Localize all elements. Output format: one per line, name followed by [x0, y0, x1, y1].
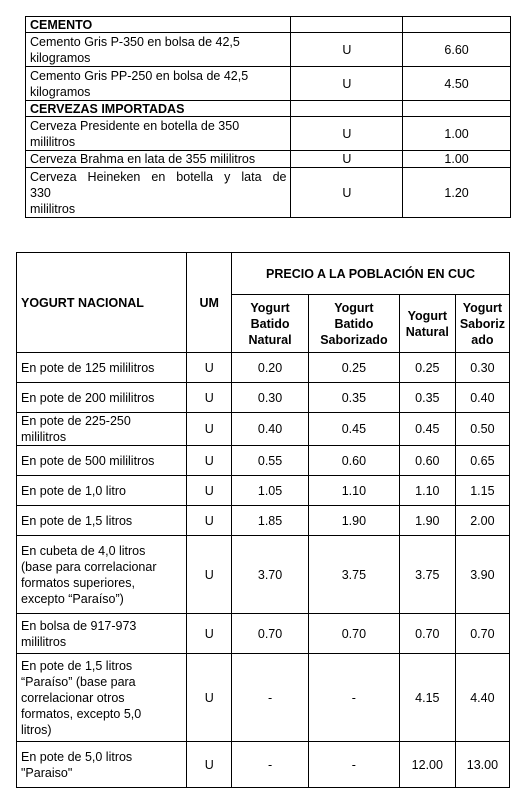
price-cell: 13.00 — [455, 742, 509, 788]
price-cell: 1.90 — [399, 506, 455, 536]
price-cell: 0.30 — [232, 383, 309, 413]
price-cell: 1.15 — [455, 476, 509, 506]
text-line: litros) — [21, 722, 52, 737]
section-heading-row — [26, 101, 511, 117]
text-line: excepto “Paraíso”) — [21, 591, 124, 606]
table-row — [17, 383, 510, 413]
section-heading: CERVEZAS IMPORTADAS — [26, 101, 291, 117]
empty-cell — [291, 17, 403, 33]
text-line: mililitros — [21, 634, 67, 649]
price-cell: 0.35 — [308, 383, 399, 413]
price-cell: 0.40 — [232, 413, 309, 446]
product-description — [26, 117, 291, 151]
unit-cell: U — [187, 413, 232, 446]
product-description — [17, 536, 187, 614]
text-line: En cubeta de 4,0 litros — [21, 543, 146, 558]
table-row — [26, 33, 511, 67]
text-line: mililitros — [30, 134, 76, 149]
product-description — [17, 506, 187, 536]
text-line: En pote de 125 mililitros — [21, 360, 155, 375]
price-cell: 0.45 — [308, 413, 399, 446]
product-description — [26, 168, 291, 218]
price-cell: 1.85 — [232, 506, 309, 536]
text-line: (base para correlacionar — [21, 559, 157, 574]
product-description — [17, 476, 187, 506]
price-cell: 0.60 — [308, 446, 399, 476]
product-description — [26, 33, 291, 67]
price-cell: 0.70 — [232, 614, 309, 654]
text-line: En pote de 1,5 litros — [21, 513, 133, 528]
text-line: Yogurt — [407, 308, 447, 323]
text-line: Yogurt — [250, 300, 290, 315]
text-line: En pote de 200 mililitros — [21, 390, 155, 405]
table-row — [17, 353, 510, 383]
product-description — [17, 742, 187, 788]
product-description — [17, 413, 187, 446]
unit-cell: U — [187, 383, 232, 413]
price-cell: 3.70 — [232, 536, 309, 614]
text-line: En pote de 225-250 — [21, 414, 131, 428]
text-line: Cerveza Presidente en botella de 350 — [30, 118, 240, 133]
table-row — [26, 67, 511, 101]
table-row — [17, 536, 510, 614]
text-line: Saborizado — [320, 332, 388, 347]
price-cell: 0.70 — [455, 614, 509, 654]
product-description — [26, 151, 291, 168]
table-row — [17, 506, 510, 536]
price-cell: 0.55 — [232, 446, 309, 476]
price-cell: 0.25 — [399, 353, 455, 383]
price-cell: - — [232, 654, 309, 742]
price-cell: 0.20 — [232, 353, 309, 383]
price-cell: 0.50 — [455, 413, 509, 446]
product-description — [26, 67, 291, 101]
product-description — [17, 654, 187, 742]
price-cell: 6.60 — [403, 33, 511, 67]
text-line: Cemento Gris P-350 en bolsa de 42,5 — [30, 34, 240, 49]
unit-cell: U — [187, 654, 232, 742]
text-line: En bolsa de 917-973 — [21, 618, 137, 633]
table-row — [17, 446, 510, 476]
text-line: "Paraiso" — [21, 765, 73, 780]
price-column-header — [399, 295, 455, 353]
unit-cell: U — [291, 117, 403, 151]
text-line: Cerveza Brahma en lata de 355 mililitros — [30, 152, 256, 166]
text-line: kilogramos — [30, 50, 91, 65]
yogurt-title-header: YOGURT NACIONAL — [17, 253, 187, 353]
price-cell: - — [308, 742, 399, 788]
section-heading: CEMENTO — [26, 17, 291, 33]
text-line: formatos superiores, — [21, 575, 135, 590]
price-cell: 0.60 — [399, 446, 455, 476]
text-line: Cerveza Heineken en botella y lata de — [30, 169, 287, 184]
unit-cell: U — [187, 742, 232, 788]
text-line: En pote de 1,0 litro — [21, 483, 126, 498]
section-heading-row — [26, 17, 511, 33]
price-cell: 3.75 — [308, 536, 399, 614]
price-column-header — [232, 295, 309, 353]
empty-cell — [291, 101, 403, 117]
price-cell: 1.10 — [399, 476, 455, 506]
price-cell: - — [308, 654, 399, 742]
product-description — [17, 446, 187, 476]
product-description — [17, 383, 187, 413]
text-line: ado — [471, 332, 494, 347]
price-column-header — [455, 295, 509, 353]
price-cell: 0.45 — [399, 413, 455, 446]
price-cell: 3.90 — [455, 536, 509, 614]
unit-cell: U — [291, 168, 403, 218]
product-description — [17, 614, 187, 654]
table-row — [17, 614, 510, 654]
text-line: Saboriz — [459, 316, 505, 331]
text-line: “Paraíso” (base para — [21, 674, 136, 689]
price-cell: 4.40 — [455, 654, 509, 742]
unit-cell: U — [291, 151, 403, 168]
text-line: Yogurt — [334, 300, 374, 315]
text-line: Batido — [250, 316, 290, 331]
price-cell: 0.30 — [455, 353, 509, 383]
product-description — [17, 353, 187, 383]
text-line: formatos, excepto 5,0 — [21, 706, 142, 721]
text-line: En pote de 5,0 litros — [21, 749, 133, 764]
price-column-header — [308, 295, 399, 353]
price-cell: 0.35 — [399, 383, 455, 413]
text-line: Natural — [248, 332, 292, 347]
unit-cell: U — [187, 476, 232, 506]
table-row — [26, 151, 511, 168]
unit-cell: U — [187, 614, 232, 654]
price-cell: 2.00 — [455, 506, 509, 536]
unit-cell: U — [187, 506, 232, 536]
unit-cell: U — [291, 33, 403, 67]
price-cell: 12.00 — [399, 742, 455, 788]
table-row — [17, 654, 510, 742]
text-line: mililitros — [21, 430, 67, 444]
price-cell: 0.70 — [308, 614, 399, 654]
um-header: UM — [187, 253, 232, 353]
price-cell: 1.05 — [232, 476, 309, 506]
text-line: mililitros — [30, 201, 76, 216]
price-cell: 0.65 — [455, 446, 509, 476]
table-row — [17, 476, 510, 506]
unit-cell: U — [187, 353, 232, 383]
text-line: kilogramos — [30, 84, 91, 99]
price-group-header: PRECIO A LA POBLACIÓN EN CUC — [232, 253, 510, 295]
price-cell: 0.25 — [308, 353, 399, 383]
text-line: Cemento Gris PP-250 en bolsa de 42,5 — [30, 68, 249, 83]
empty-cell — [403, 101, 511, 117]
table-row — [26, 117, 511, 151]
price-table-yogurt — [16, 252, 510, 788]
price-cell: 1.00 — [403, 151, 511, 168]
price-cell: 4.50 — [403, 67, 511, 101]
price-cell: - — [232, 742, 309, 788]
price-cell: 1.90 — [308, 506, 399, 536]
table-row — [17, 413, 510, 446]
table-row — [26, 168, 511, 218]
price-cell: 0.70 — [399, 614, 455, 654]
price-cell: 1.10 — [308, 476, 399, 506]
unit-cell: U — [291, 67, 403, 101]
text-line: En pote de 500 mililitros — [21, 453, 155, 468]
price-cell: 1.20 — [403, 168, 511, 218]
text-line: Yogurt — [462, 300, 503, 315]
text-line: Batido — [334, 316, 374, 331]
text-line: correlacionar otros — [21, 690, 125, 705]
price-cell: 4.15 — [399, 654, 455, 742]
text-line: 330 — [30, 185, 51, 200]
price-cell: 0.40 — [455, 383, 509, 413]
table-row — [17, 742, 510, 788]
unit-cell: U — [187, 446, 232, 476]
text-line: En pote de 1,5 litros — [21, 658, 133, 673]
price-cell: 3.75 — [399, 536, 455, 614]
price-cell: 1.00 — [403, 117, 511, 151]
price-table-cemento-cervezas — [25, 16, 511, 218]
unit-cell: U — [187, 536, 232, 614]
empty-cell — [403, 17, 511, 33]
text-line: Natural — [405, 324, 449, 339]
